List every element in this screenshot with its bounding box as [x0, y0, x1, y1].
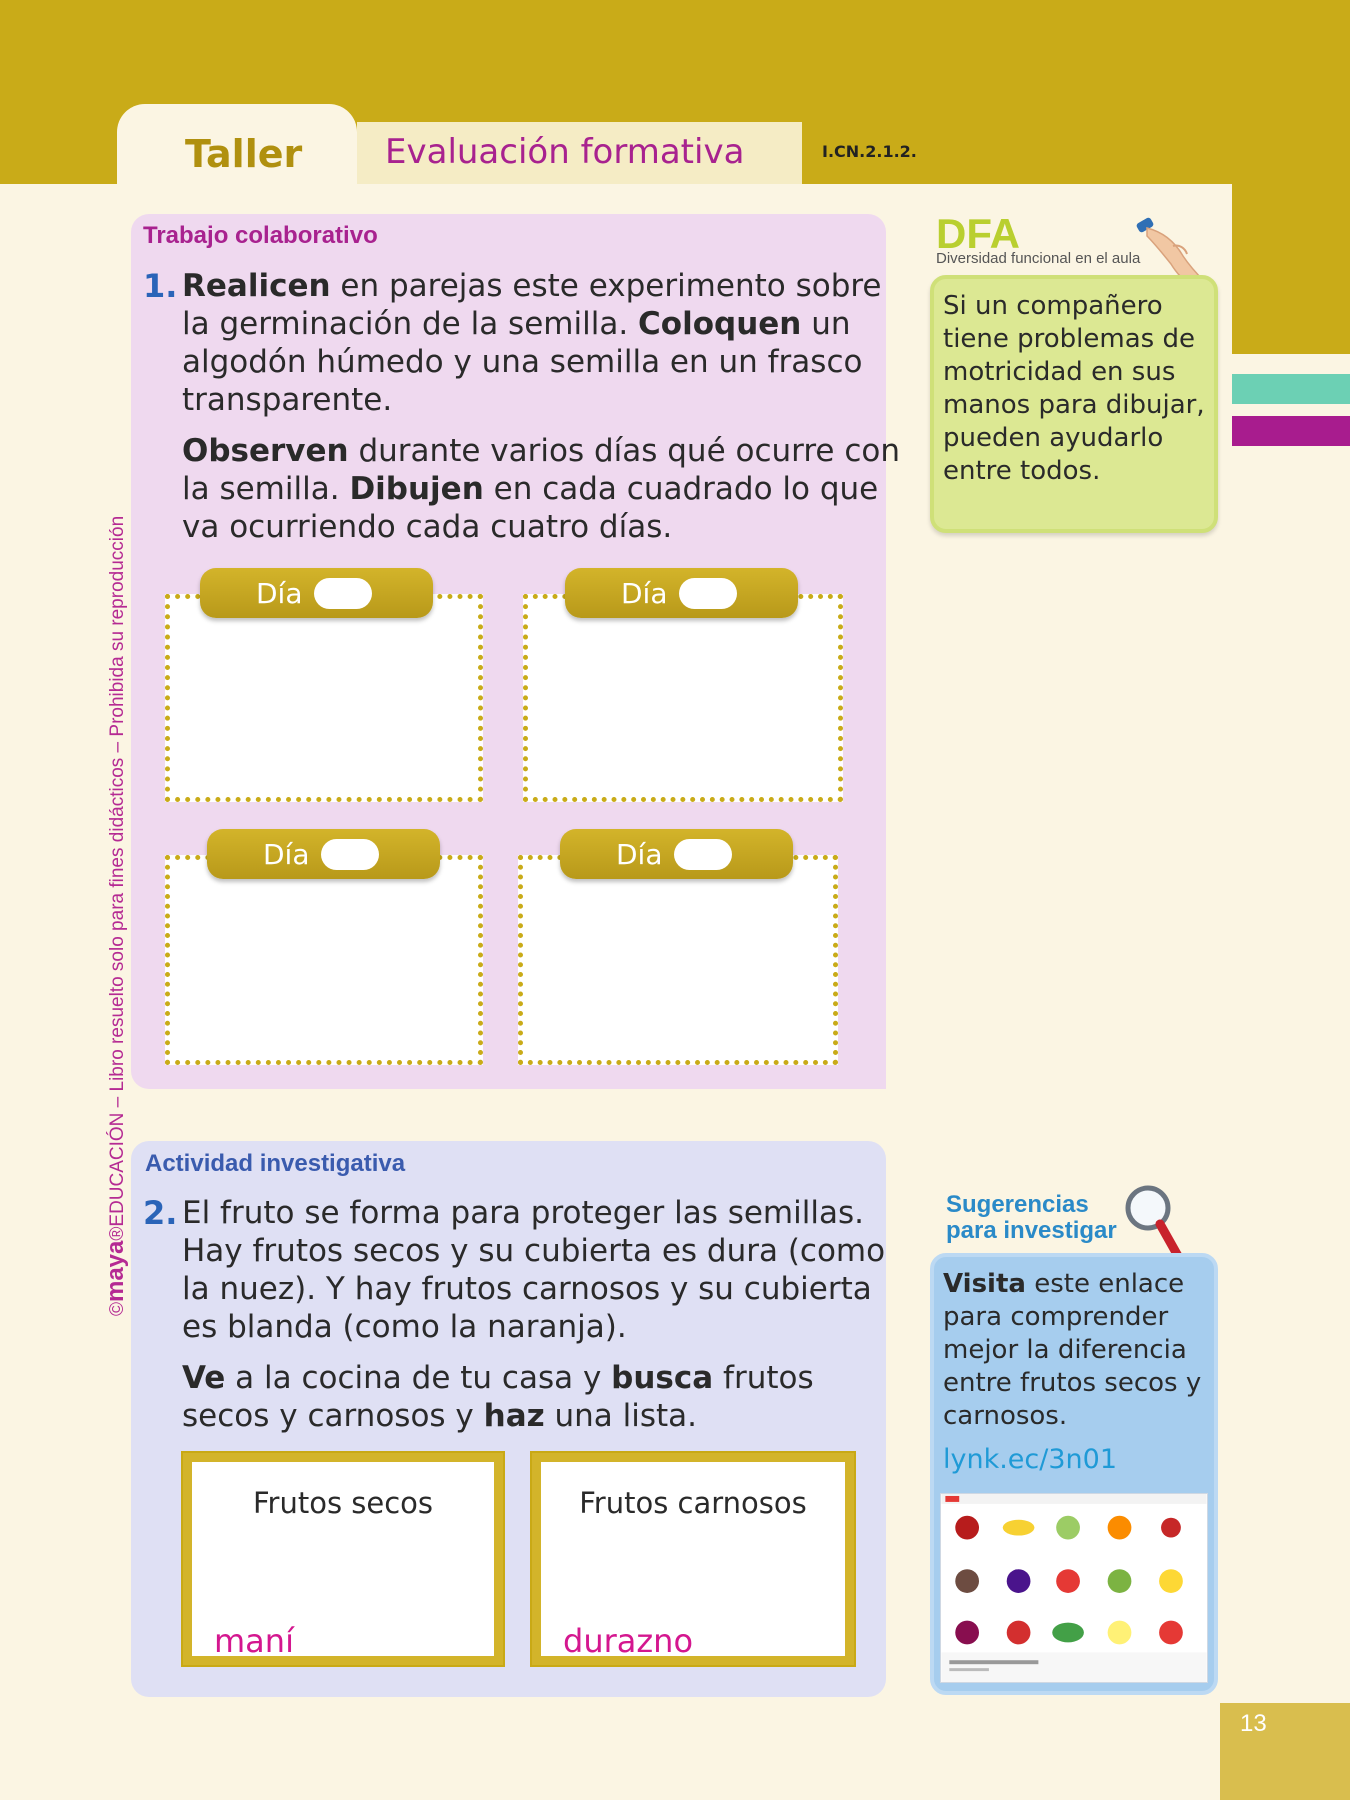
page-number: 13 [1240, 1710, 1267, 1737]
day-number-blank[interactable] [679, 578, 737, 609]
day-pill-3 [207, 829, 440, 879]
day-number-blank[interactable] [314, 578, 372, 609]
day-pill-4 [560, 829, 793, 879]
dfa-title: DFA [936, 210, 1020, 257]
dry-fruits-box[interactable] [183, 1453, 503, 1665]
evaluation-tab [357, 122, 802, 184]
day-pill-2 [565, 568, 798, 618]
day-number-blank[interactable] [674, 839, 732, 870]
copyright-text: ®EDUCACIÓN – Libro resuelto solo para fines didácticos – Prohibida su reproducción [107, 515, 128, 1241]
drawing-box-1[interactable] [165, 594, 483, 802]
drawing-box-4[interactable] [518, 855, 838, 1065]
copyright-brand: maya [102, 1240, 129, 1302]
suggestions-title-line2: para investigar [946, 1217, 1117, 1244]
activity2-number: 2. [143, 1194, 178, 1232]
dfa-subtitle: Diversidad funcional en el aula [936, 250, 1141, 267]
activity2-intro: El fruto se forma para proteger las semillas. Hay frutos secos y su cubierta es dura (como la nuez). Y hay frutos carnosos y su cubierta es blanda (como la naranja). [182, 1195, 886, 1345]
copyright-vertical-text: ©maya®EDUCACIÓN – Libro resuelto solo para fines didácticos – Prohibida su reproducción [102, 515, 129, 1316]
activity1-number: 1. [143, 267, 178, 305]
suggestions-link[interactable]: lynk.ec/3n01 [943, 1444, 1118, 1475]
teal-stripe [1232, 374, 1350, 404]
fleshy-fruits-box[interactable] [532, 1453, 854, 1665]
taller-tab [117, 104, 357, 186]
indicator-code: I.CN.2.1.2. [822, 142, 917, 161]
right-side-band [1232, 184, 1350, 354]
activity1-instructions: Realicen en parejas este experimento sobre la germinación de la semilla. Coloquen un algodón húmedo y una semilla en un frasco transparente. [182, 268, 882, 418]
magnifier-icon [1122, 1182, 1184, 1264]
drawing-box-3[interactable] [165, 855, 483, 1065]
activity1-instructions-2: Observen durante varios días qué ocurre con la semilla. Dibujen en cada cuadrado lo que va ocurriendo cada cuatro días. [182, 433, 900, 545]
suggestions-text: Visita este enlace para comprender mejor la diferencia entre frutos secos y carnosos. [943, 1269, 1202, 1431]
fleshy-fruits-answer: durazno [563, 1622, 694, 1660]
purple-stripe [1232, 416, 1350, 446]
drawing-box-2[interactable] [523, 594, 843, 802]
day-label: Día [263, 838, 310, 871]
evaluation-tab-label: Evaluación formativa [385, 132, 745, 172]
suggestions-title-line1: Sugerencias [946, 1191, 1089, 1218]
day-label: Día [256, 577, 303, 610]
activity2-instructions: Ve a la cocina de tu casa y busca frutos secos y carnosos y haz una lista. [182, 1360, 814, 1434]
dry-fruits-heading: Frutos secos [252, 1486, 434, 1520]
day-pill-1 [200, 568, 433, 618]
fleshy-fruits-heading: Frutos carnosos [579, 1486, 807, 1520]
taller-tab-label: Taller [185, 132, 303, 176]
dry-fruits-answer: maní [214, 1622, 294, 1660]
day-label: Día [616, 838, 663, 871]
video-thumbnail[interactable] [940, 1493, 1208, 1683]
suggestions-title [946, 1192, 1117, 1244]
fruit-thumbnails-grid [955, 1516, 1183, 1645]
day-label: Día [621, 577, 668, 610]
activity1-heading: Trabajo colaborativo [143, 222, 378, 249]
activity2-heading: Actividad investigativa [145, 1150, 406, 1177]
dfa-note-text: Si un compañero tiene problemas de motricidad en sus manos para dibujar, pueden ayudarlo entre todos. [943, 291, 1205, 486]
day-number-blank[interactable] [321, 839, 379, 870]
